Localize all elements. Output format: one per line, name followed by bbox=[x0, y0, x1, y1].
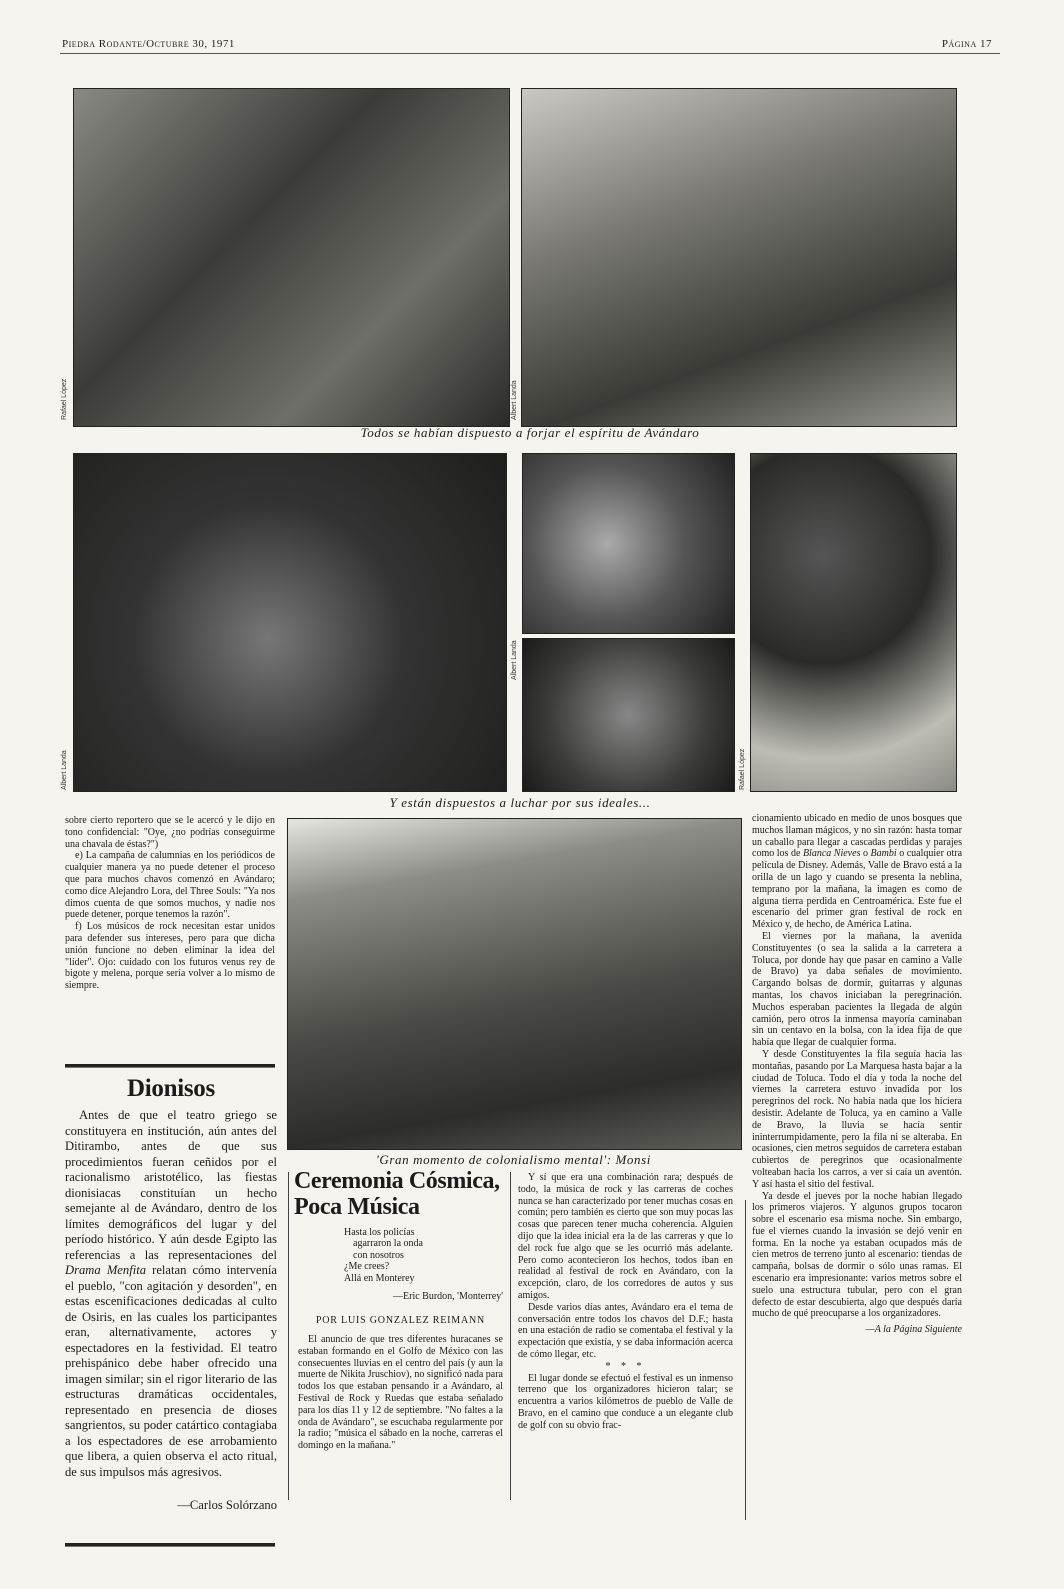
photo-two-faces bbox=[522, 453, 735, 634]
paragraph: Y sí que era una combinación rara; después de todo, la música de rock y las carreras de coches nunca se han caracterizado por tener muchas cosas en común; pero también es cierto que son muy pocas las cosas que parecen tener mucha coherencia. Alguien dijo que la idea inicial era la de las carreras y que lo del rock fue algo que se les ocurrió más adelante. Pero como acontecieron los hechos, todos iban en realidad al festival de rock en Avándaro, con la excepción, claro, de los corredores de autos y sus amigos. bbox=[518, 1172, 733, 1301]
photo-credit: Albert Landa bbox=[511, 640, 518, 680]
dionisos-text: Antes de que el teatro griego se constituyera en institución, aún antes del Ditirambo, antes de que sus procedimientos fueran ceñidos por el racionalismo aristotélico, las fiestas dionisiacas constituían un hecho semejante al de Avándaro, dentro de los límites demográficos del lugar y del período histórico. Y aún desde Egipto las referencias a las representaciones del bbox=[65, 1108, 277, 1262]
section-rule bbox=[65, 1543, 275, 1547]
paragraph: sobre cierto reportero que se le acercó y le dijo en tono confidencial: "Oye, ¿no podrías conseguirme una chavala de éstas?") bbox=[65, 815, 275, 850]
photo-crowd-flag bbox=[287, 818, 742, 1150]
paragraph: El lugar donde se efectuó el festival es un inmenso terreno que los organizadores hicieron talar; se encuentra a varios kilómetros de pueblo de Valle de Bravo, en el camino que conduce a un elegante club de golf con su obvio frac- bbox=[518, 1372, 733, 1431]
verse-line: con nosotros bbox=[353, 1249, 404, 1261]
italic-title: Blanca Nieves bbox=[802, 848, 861, 860]
photo-credit: Albert Landa bbox=[511, 380, 518, 420]
dionisos-title: Dionisos bbox=[127, 1075, 215, 1102]
paragraph: El anuncio de que tres diferentes huracanes se estaban formando en el Golfo de México con las consecuentes lluvias en el centro del país (y aun la muerte de Nikita Jruschiov), no significó nada para todos los que estaban pensando ir a Avándaro, al Festival de Rock y Ruedas que estaba señalado para los días 11 y 12 de septiembre. "No faltes a la onda de Avándaro", se escuchaba regularmente por la radio; "música el sábado en la noche, carreras el domingo en la mañana." bbox=[298, 1334, 503, 1452]
left-column-text bbox=[65, 815, 275, 992]
paragraph: Desde varios días antes, Avándaro era el tema de conversación entre todos los chavos del D.F.; hasta en una estación de radio se comentaba el festival y la expectación que existía, y se daba información acerca de cómo llegar, etc. bbox=[518, 1301, 733, 1360]
paragraph: f) Los músicos de rock necesitan estar unidos para defender sus intereses, pero para que dicha unión funcione no deben eliminar la idea del "líder". Ojo: cuidado con los futuros venus rey de bigote y melena, porque sería volver a lo mismo de siempre. bbox=[65, 921, 275, 992]
verse-line: ¿Me crees? bbox=[344, 1261, 390, 1273]
column-rule bbox=[288, 1172, 289, 1500]
photo-caption-middle: Y están dispuestos a luchar por sus ideales... bbox=[389, 795, 651, 810]
article-headline: Ceremonia Cósmica, Poca Música bbox=[294, 1168, 500, 1220]
dionisos-body bbox=[65, 1108, 277, 1514]
text: o cualquier otra película de Disney. Además, Valle de Bravo está a la orilla de un lago y cuando se presenta la neblina, temprano por la mañana, la imagen es como de alguna tierra perdida en Centroamérica. Este fue el escenario del primer gran festival de rock en México y, de hecho, de América Latina. bbox=[752, 848, 963, 931]
photo-hippies-headband bbox=[73, 88, 510, 427]
paragraph: Ya desde el jueves por la noche habían llegado los primeros viajeros. Y algunos grupos tocaron sobre el escenario esa misma noche. Sin embargo, fue el viernes cuando la invasión se dejó venir en forma. En la noche ya estaban ocupados más de cien metros de terreno junto al escenario: tiendas de campaña, bolsas de dormir o sólo unas ramas. El escenario era impresionante: varios metros sobre el suelo una estructura tubular, pero con el gran defecto de estar descubierta, algo que después daría mucho de qué preocuparse a los organizadores. bbox=[752, 1190, 962, 1320]
photo-caption-top: Todos se habían dispuesto a forjar el espíritu de Avándaro bbox=[360, 425, 700, 440]
photo-credit: Albert Landa bbox=[61, 750, 68, 790]
article-column-3 bbox=[752, 813, 962, 1336]
section-separator: * * * bbox=[605, 1360, 646, 1372]
paragraph: Y desde Constituyentes la fila seguía hacia las montañas, pasando por La Marquesa hasta bajar a la ciudad de Toluca. Todo el día y toda la noche del viernes la carretera estuvo invadida por los peregrinos del rock. No había nada que los hiciera desistir. Adelante de Toluca, ya en camino a Valle de Bravo, la lluvia se hacía sentir ininterrumpidamente, pero la fila ni se alteraba. En ocasiones, cien metros seguidos de carretera estaban cubiertos de peregrinos que ocasionalmente volteaban hacia los carros, a ver si caía un aventón. Y así hasta el sitio del festival. bbox=[752, 1048, 962, 1190]
column-rule bbox=[745, 1200, 746, 1520]
dionisos-italic: Drama Menfita bbox=[65, 1263, 146, 1277]
article-column-1 bbox=[298, 1334, 503, 1452]
article-column-2 bbox=[518, 1172, 733, 1432]
section-rule bbox=[65, 1064, 275, 1068]
verse-line: agarraron la onda bbox=[353, 1238, 423, 1250]
verse-line: Hasta los policías bbox=[344, 1227, 415, 1238]
paragraph bbox=[752, 813, 962, 931]
dionisos-text-rest: relatan cómo intervenía el pueblo, "con agitación y desorden", en estas escenificaciones dedicadas al culto de Osiris, en las cuales los participantes eran, alternativamente, actores y espectadores en la festividad. El teatro prehispánico debe haber ofrecido una imagen similar; sin el rigor literario de las estructuras dramáticas occidentales, representado en presencia de dioses sangrientos, su poder catártico contagiaba a los espectadores de ese arrobamiento que libera, a quien observa el acto ritual, de sus impulsos más agresivos. bbox=[65, 1263, 277, 1479]
continued-link[interactable]: —A la Página Siguiente bbox=[865, 1324, 962, 1336]
epigraph bbox=[344, 1227, 423, 1284]
paragraph: e) La campaña de calumnias en los periódicos de cualquier manera ya no puede detener el proceso que para muchos chavos comenzó en Avándaro; como dice Alejandro Lora, del Three Souls: "Ya nos dimos cuenta de que somos muchos, y nadie nos puede detener, porque tenemos la razón". bbox=[65, 850, 275, 921]
page-header-left: Piedra Rodante/Octubre 30, 1971 bbox=[62, 38, 235, 50]
photo-guitarist bbox=[73, 453, 507, 792]
epigraph-attribution: —Eric Burdon, 'Monterrey' bbox=[393, 1291, 503, 1302]
italic-title: Bambi bbox=[870, 848, 897, 860]
byline: POR LUIS GONZALEZ REIMANN bbox=[315, 1315, 486, 1326]
verse-line: Allá en Monterey bbox=[344, 1272, 415, 1284]
photo-woman-profile bbox=[750, 453, 957, 792]
photo-man-on-swing bbox=[521, 88, 957, 427]
page-number: Página 17 bbox=[941, 38, 992, 50]
photo-caption-crowd: 'Gran momento de colonialismo mental': Monsi bbox=[376, 1152, 651, 1167]
text: cionamiento ubicado en medio de unos bosques que muchos llaman mágicos, y no sin razón: hasta tomar un caballo para llegar a cascadas perdidas y parajes como los de bbox=[752, 813, 962, 860]
dionisos-signature: —Carlos Solórzano bbox=[177, 1498, 277, 1512]
header-rule bbox=[60, 53, 1000, 54]
photo-face-closeup bbox=[522, 638, 735, 792]
column-rule bbox=[510, 1172, 511, 1500]
text: o bbox=[860, 848, 871, 860]
photo-credit: Rafael López bbox=[739, 748, 746, 790]
paragraph: El viernes por la mañana, la avenida Constituyentes (o sea la salida a la carretera a Toluca, por donde hay que pasar en camino a Valle de Bravo) ya daba señales de movimiento. Cargando bolsas de dormir, guitarras y algunas mantas, los chavos iniciaban la peregrinación. Muchos esperaban pacientes la llegada de algún camión, pero otros la inmensa mayoría caminaban sin un centavo en la bolsa, con la idea fija de que había que llegar de cualquier forma. bbox=[752, 930, 962, 1049]
photo-credit: Rafael López bbox=[61, 378, 68, 420]
